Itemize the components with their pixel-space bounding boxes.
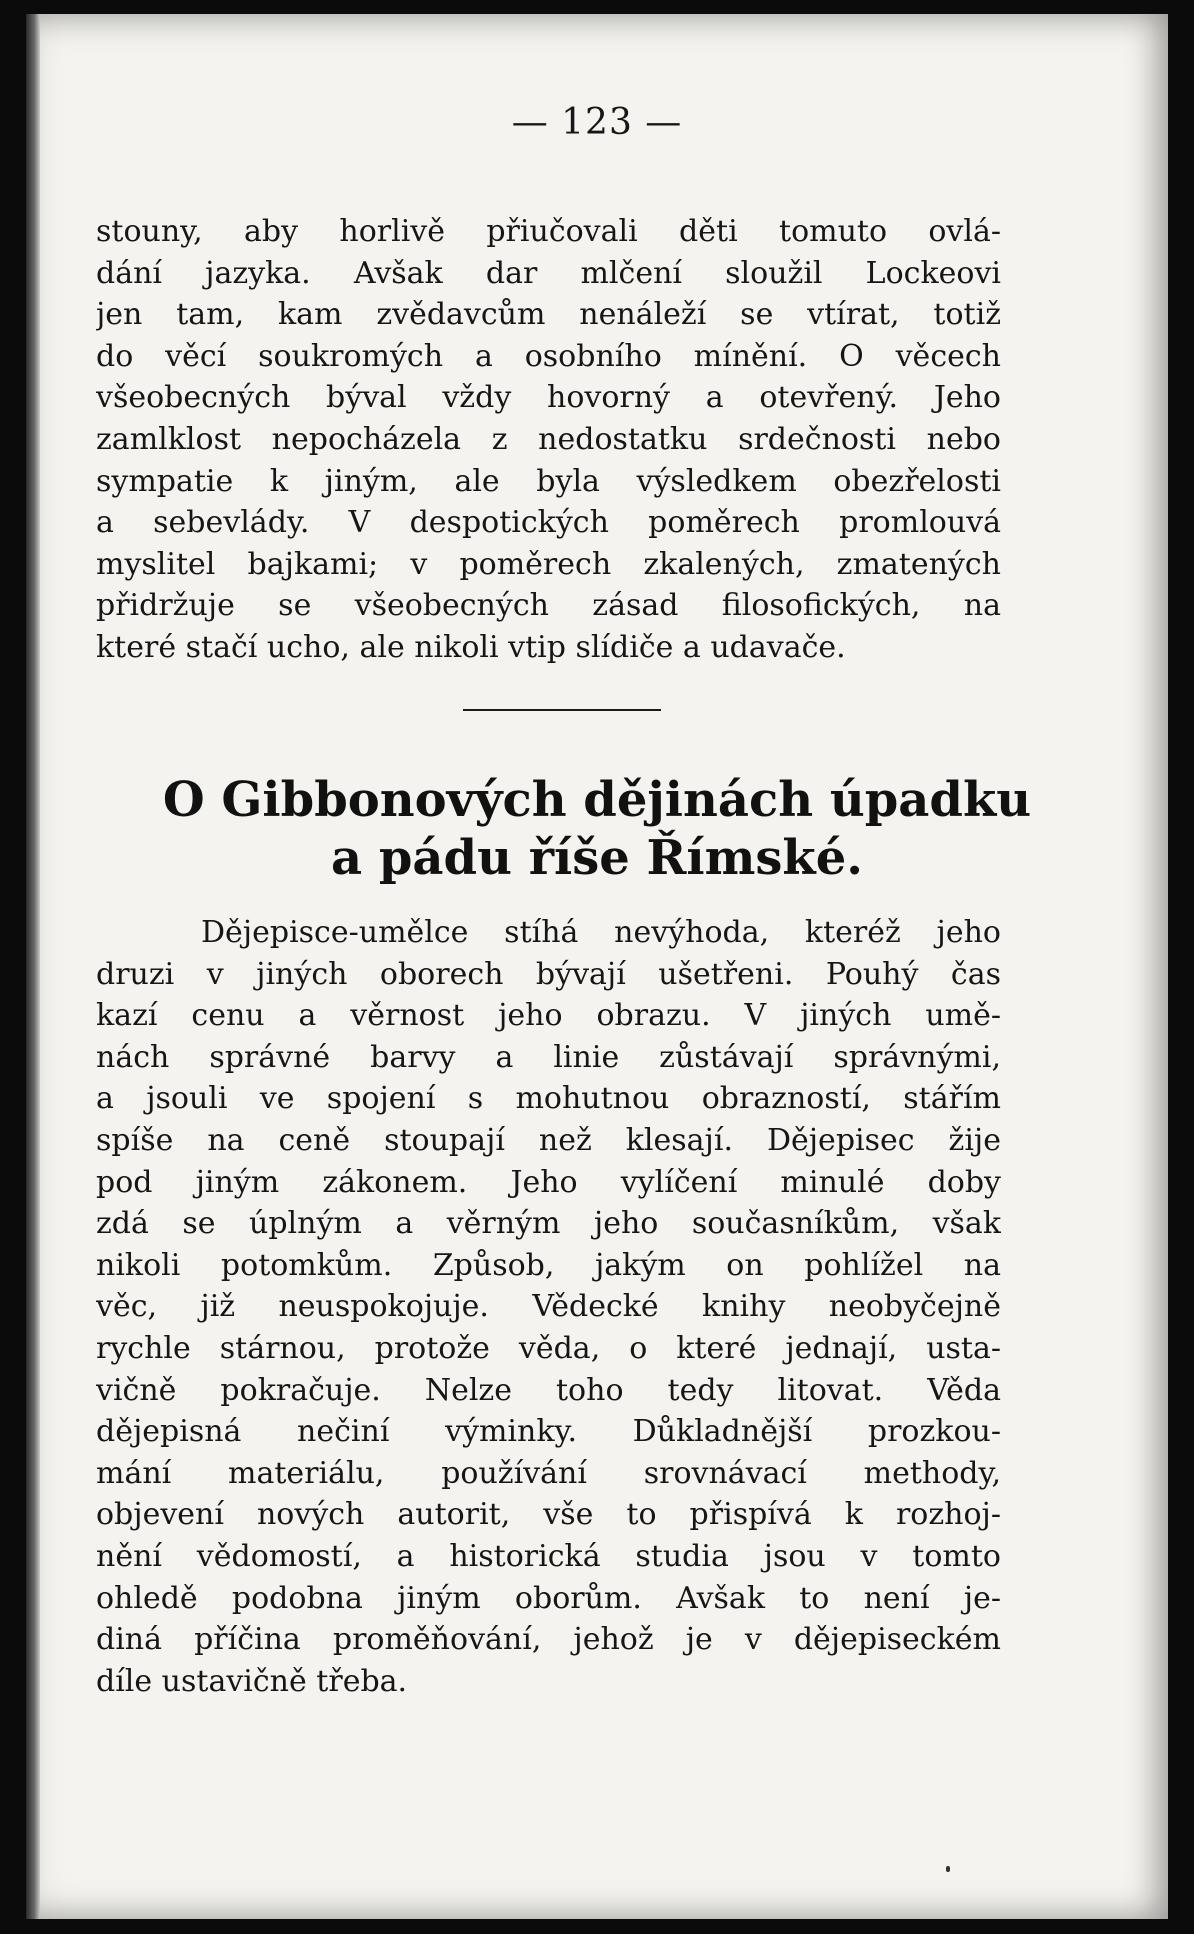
paragraph-locke [96,211,1001,669]
text-line: dání jazyka. Avšak dar mlčení sloužil Lockeovi [96,255,1001,291]
text-line: a sebevlády. V despotických poměrech promlouvá [96,505,1001,541]
text-line: nách správné barvy a linie zůstávají správnými, [96,1039,1001,1075]
text-line: objevení nových autorit, vše to přispívá k rozhoj- [96,1497,1001,1533]
page-number: — 123 — [511,102,683,143]
text-line: které stačí ucho, ale nikoli vtip slídiče a udavače. [96,629,846,665]
text-line: dějepisná nečiní výminky. Důkladnější prozkou- [96,1414,1001,1450]
text-line: zdá se úplným a věrným jeho současníkům, však [96,1206,1001,1242]
text-line: do věcí soukromých a osobního mínění. O věcech [96,338,1001,374]
text-line: věc, již neuspokojuje. Vědecké knihy neobyčejně [96,1289,1001,1325]
text-line: jen tam, kam zvědavcům nenáleží se vtírat, totiž [96,297,1001,333]
text-line: nění vědomostí, a historická studia jsou v tomto [96,1538,1001,1574]
text-line: spíše na ceně stoupají než klesají. Dějepisec žije [96,1122,1001,1158]
text-line: druzi v jiných oborech bývají ušetřeni. Pouhý čas [96,956,1001,992]
text-line: myslitel bajkami; v poměrech zkalených, zmatených [96,546,1001,582]
text-line: a jsouli ve spojení s mohutnou obrazností, stářím [96,1081,1001,1117]
text-line: mání materiálu, používání srovnávací methody, [96,1455,1001,1491]
paragraph-gibbon [96,912,1001,1702]
text-line: kazí cenu a věrnost jeho obrazu. V jiných umě- [96,998,1001,1034]
text-line: všeobecných býval vždy hovorný a otevřený. Jeho [96,380,1001,416]
text-line: sympatie k jiným, ale byla výsledkem obezřelosti [96,463,1001,499]
text-line: nikoli potomkům. Způsob, jakým on pohlížel na [96,1247,1001,1283]
text-line: přidržuje se všeobecných zásad filosofických, na [96,588,1001,624]
section-title-line-2: a pádu říše Římské. [331,830,863,886]
section-title-line-1: O Gibbonových dějinách úpadku [162,772,1032,828]
text-line: diná příčina proměňování, jehož je v dějepiseckém [96,1622,1001,1658]
text-line: zamlklost nepocházela z nedostatku srdečnosti nebo [96,421,1001,457]
text-line: díle ustavičně třeba. [96,1663,408,1699]
text-line: ohledě podobna jiným oborům. Avšak to není je- [96,1580,1001,1616]
text-line: vičně pokračuje. Nelze toho tedy litovat. Věda [96,1372,1001,1408]
text-line: stouny, aby horlivě přiučovali děti tomuto ovlá- [96,214,1001,249]
paper-sheet [26,14,1168,1919]
text-line: rychle stárnou, protože věda, o které jednají, usta- [96,1330,1001,1366]
text-line: pod jiným zákonem. Jeho vylíčení minulé doby [96,1164,1001,1200]
book-spine-edge [26,14,40,1919]
text-line: Dějepisce-umělce stíhá nevýhoda, kteréž jeho [201,915,1001,950]
section-divider [463,709,661,711]
paper-speck [946,1866,950,1872]
